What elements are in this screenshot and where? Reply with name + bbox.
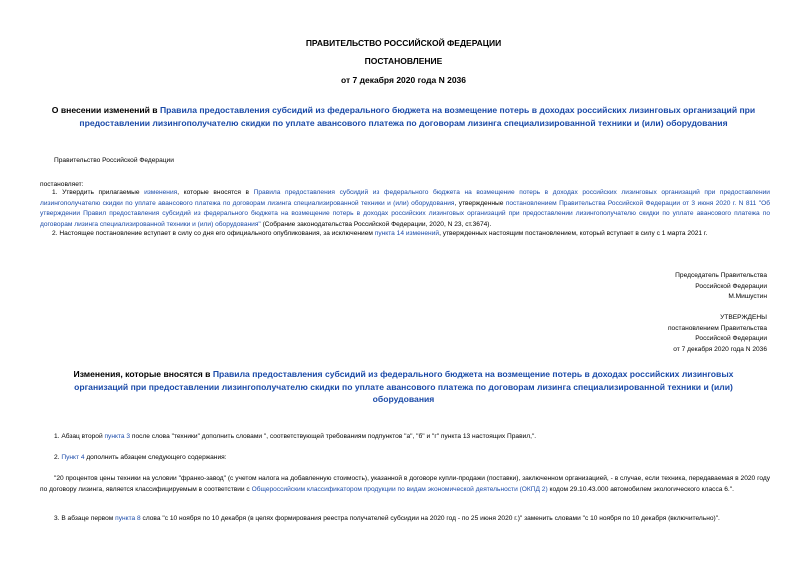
c2-text-b: дополнить абзацем следующего содержания:	[84, 454, 227, 461]
p1-text-a: 1. Утвердить прилагаемые	[52, 189, 145, 196]
p2-text-b: , утвержденных настоящим постановлением, который вступает в силу с 1 марта 2021 г.	[439, 230, 708, 237]
p2-text-a: 2. Настоящее постановление вступает в силу со дня его официального опубликования, за исключением	[52, 230, 375, 237]
signature-line-2: Российской Федерации	[695, 282, 767, 290]
c3-text-b: кодом 29.10.43.000 автомобилем экологического класса 6.".	[547, 485, 734, 493]
approved-line-1: УТВЕРЖДЕНЫ	[720, 314, 767, 321]
c1-link[interactable]: пункта 3	[104, 433, 131, 440]
changes-title-prefix: Изменения, которые вносятся в	[73, 369, 213, 379]
c2-text-a: 2.	[54, 454, 62, 461]
postanovlyaet-label: постановляет:	[40, 181, 84, 188]
c1-text-a: 1. Абзац второй	[54, 433, 105, 440]
title-prefix: О внесении изменений в	[51, 105, 160, 115]
p1-link-rules[interactable]: Правила предоставления субсидий из федерального бюджета на возмещение потерь в доходах российских лизинговых организаций при предоставлении лизингополучателю скидки по уплате авансового платежа по договорам лизинга специализированной техники и (или) оборудования	[40, 189, 770, 207]
p1-text-c: , утвержденные	[454, 199, 506, 207]
change-2-quote	[40, 474, 770, 495]
p1-text-d: (Собрание законодательства Российской Федерации, 2020, N 23, ст.3674).	[260, 220, 492, 228]
signature-line-3: М.Мишустин	[728, 293, 767, 300]
p1-link-changes[interactable]: изменения	[144, 189, 178, 196]
change-2	[54, 453, 227, 464]
government-label: Правительство Российской Федерации	[54, 157, 174, 164]
header-date-number: от 7 декабря 2020 года N 2036	[340, 75, 467, 85]
header-doc-type: ПОСТАНОВЛЕНИЕ	[364, 56, 443, 66]
c3-link-okpd[interactable]: Общероссийским классификатором продукции по видам экономической деятельности (ОКПД 2)	[251, 485, 548, 493]
signature-line-1: Председатель Правительства	[675, 272, 767, 279]
p2-link-item14[interactable]: пункта 14 изменений	[374, 230, 440, 237]
header-authority: ПРАВИТЕЛЬСТВО РОССИЙСКОЙ ФЕДЕРАЦИИ	[305, 38, 502, 48]
changes-title	[55, 368, 752, 406]
c4-text-b: слова "с 10 ноября по 10 декабря (в целях формирования реестра получателей субсидии на 2020 год - по 25 июня 2020 г.)" заменить словами "с 10 ноября по 10 декабря (включительно)".	[140, 515, 720, 522]
c4-text-a: 3. В абзаце первом	[54, 515, 116, 522]
changes-title-link[interactable]: Правила предоставления субсидий из федерального бюджета на возмещение потерь в доходах российских лизинговых организаций при предоставлении лизингополучателю скидки по уплате авансового платежа по договорам лизинга специализированной техники и (или) оборудования	[74, 369, 734, 404]
change-1	[54, 432, 536, 443]
approved-line-4: от 7 декабря 2020 года N 2036	[673, 345, 767, 353]
change-3	[40, 514, 770, 525]
c1-text-b: после слова "техники" дополнить словами ", соответствующей требованиям подпунктов "а", "б" и "г" пункта 13 настоящих Правил,".	[130, 433, 537, 440]
p1-text-b: , которые вносятся в	[177, 189, 254, 196]
p1-link-resolution[interactable]: постановлением Правительства Российской Федерации от 3 июня 2020 г. N 811 "Об утверждении Правил предоставления субсидий из федерального бюджета на возмещение потерь в доходах российских лизинговых организаций при предоставлении лизингополучателю скидки по уплате авансового платежа по договорам лизинга специализированной техники и (или) оборудования"	[40, 199, 770, 228]
approved-block	[668, 313, 767, 355]
document-title	[30, 104, 777, 129]
approved-line-3: Российской Федерации	[695, 335, 767, 342]
paragraph-1	[40, 188, 770, 230]
approved-line-2: постановлением Правительства	[667, 324, 767, 332]
title-link[interactable]: Правила предоставления субсидий из федерального бюджета на возмещение потерь в доходах российских лизинговых организаций при предоставлении лизингополучателю скидки по уплате авансового платежа по договорам лизинга специализированной техники и (или) оборудования	[79, 105, 756, 128]
c3-text-a: "20 процентов цены техники на условии "франко-завод" (с учетом налога на добавленную стоимость), указанной в договоре купли-продажи (поставки), заключенном организацией, - в случае, если техника, передаваемая в 2020 году по договору лизинга, является классифицируемым в соответствии с	[40, 475, 770, 493]
signature-block	[675, 271, 767, 303]
paragraph-2	[40, 229, 770, 240]
c2-link[interactable]: Пункт 4	[61, 454, 85, 461]
c4-link[interactable]: пункта 8	[115, 515, 141, 522]
